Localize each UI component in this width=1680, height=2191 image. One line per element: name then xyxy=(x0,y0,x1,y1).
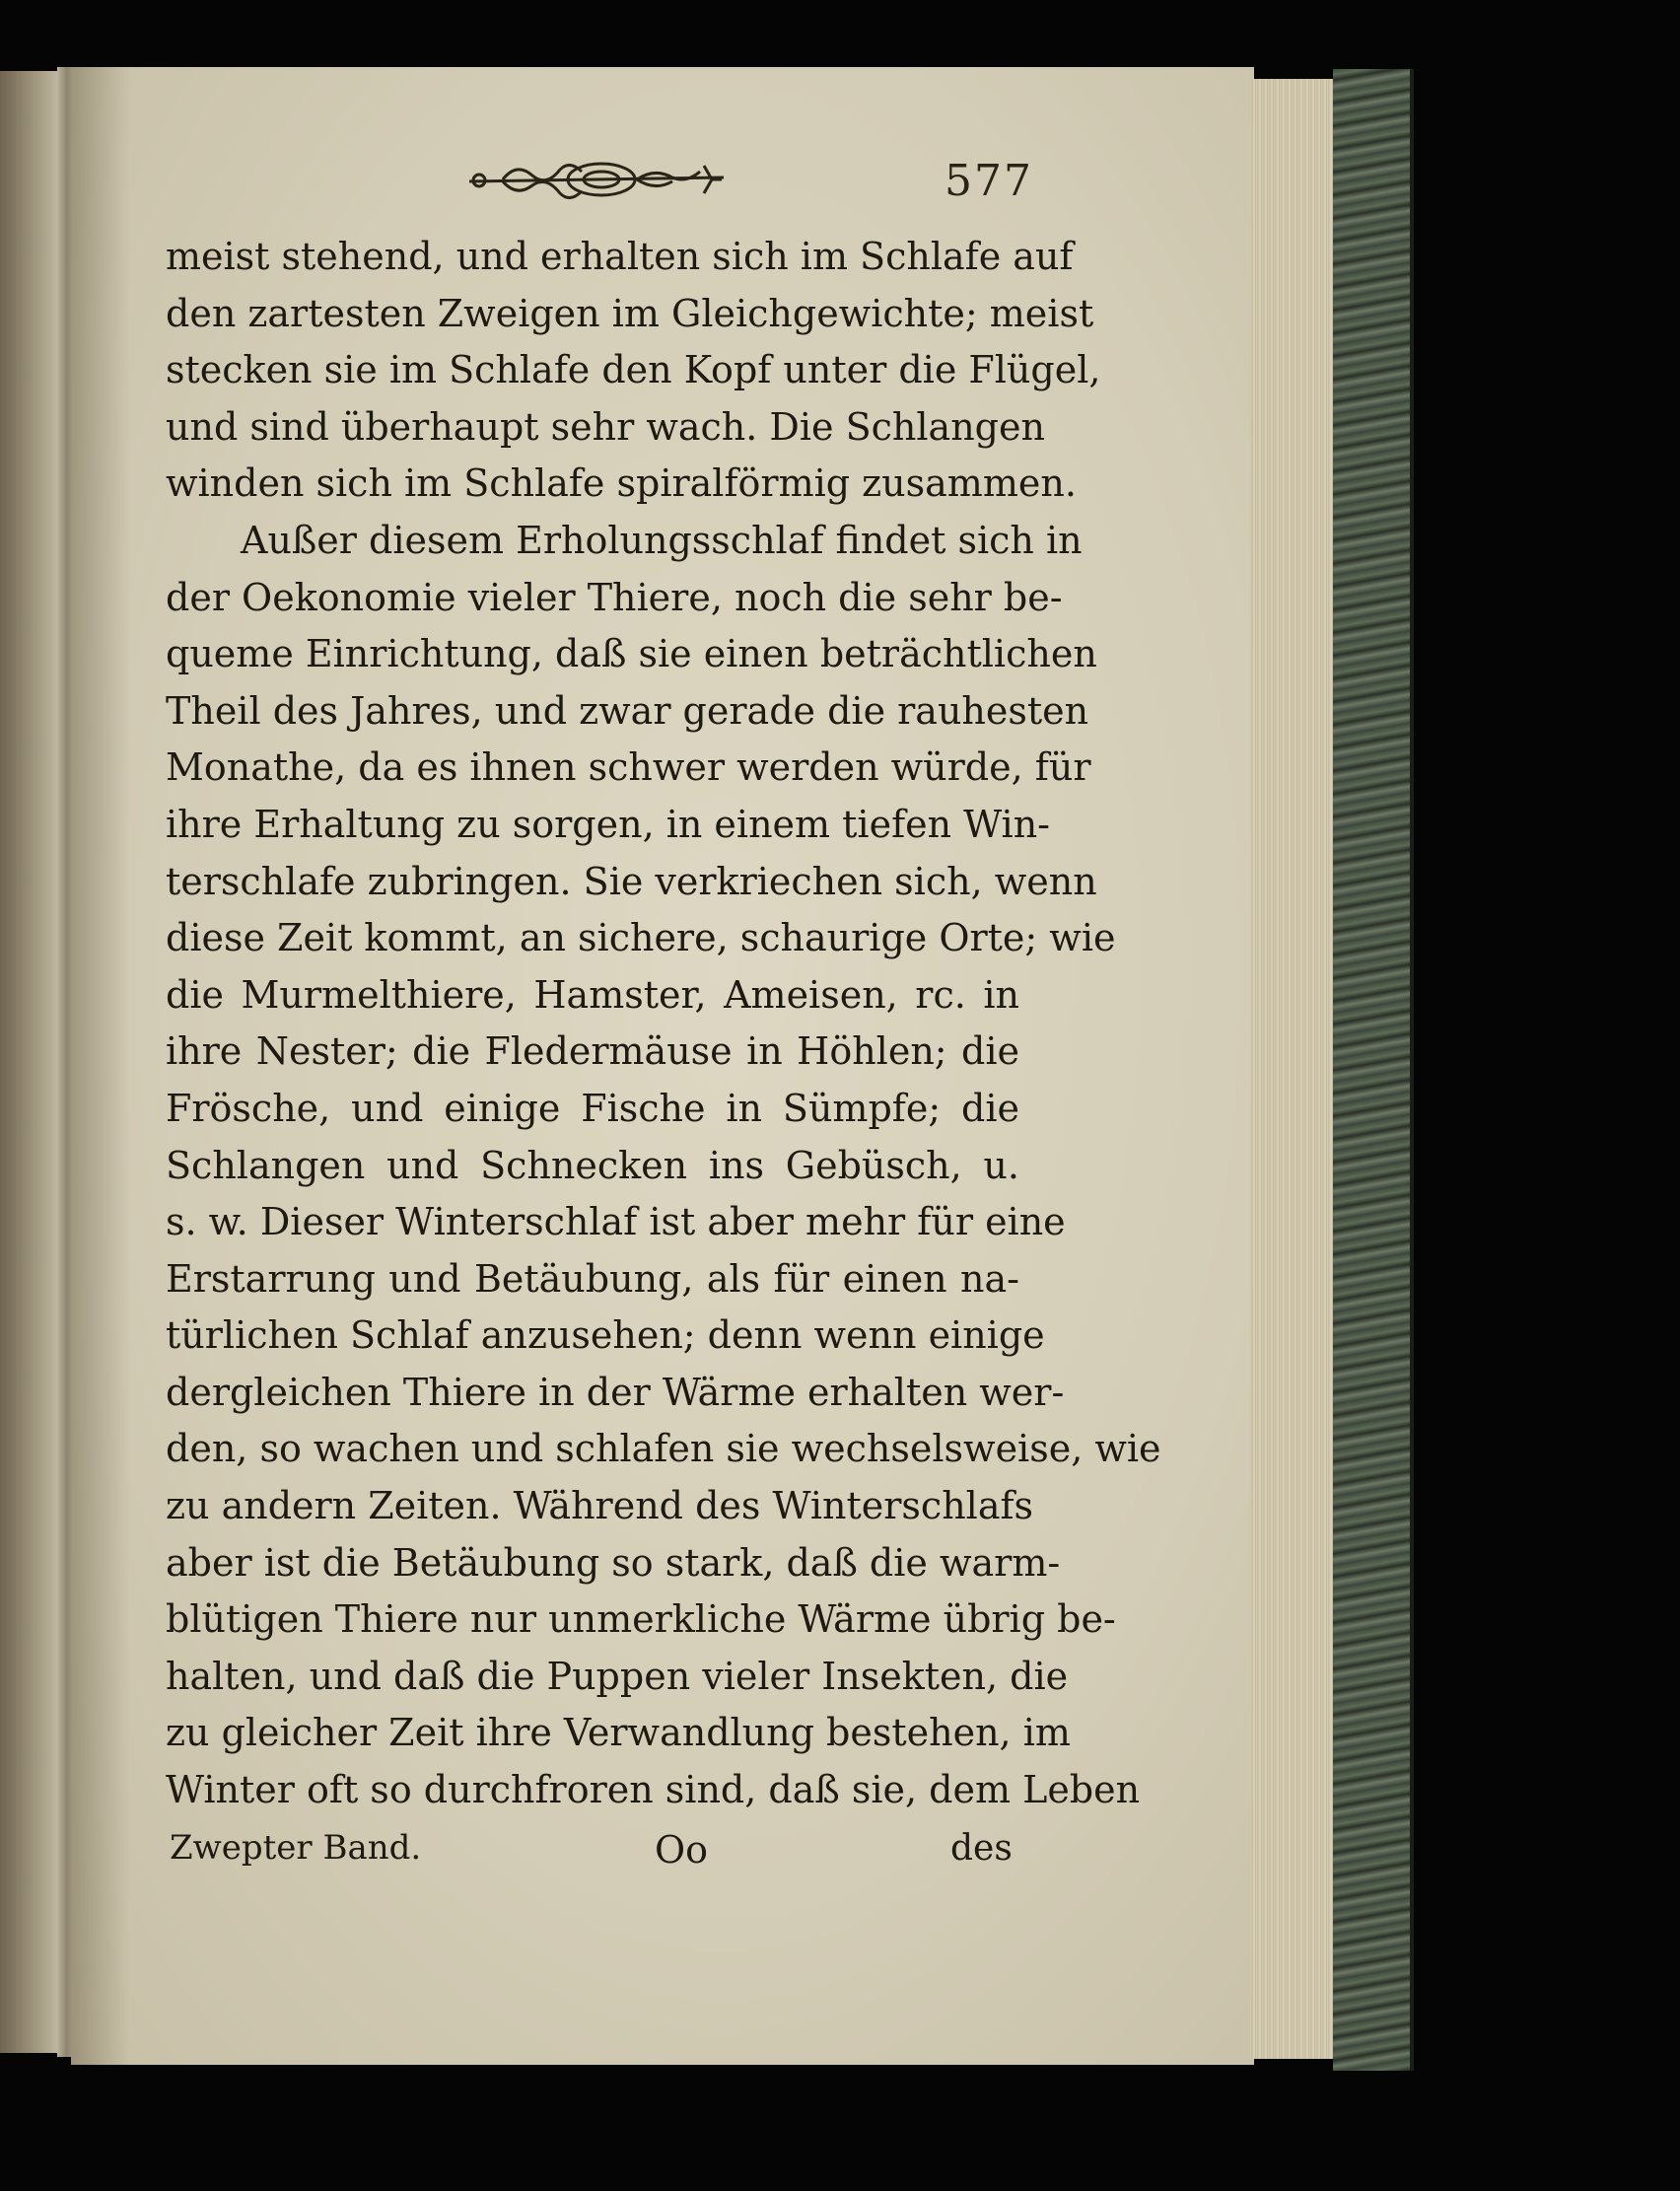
footer-catchword: des xyxy=(950,1828,1013,1869)
text-line: die Murmelthiere, Hamster, Ameisen, rc. in xyxy=(166,972,1019,1017)
text-line: den, so wachen und schlafen sie wechselsweise, wie xyxy=(166,1427,1161,1471)
page-number: 577 xyxy=(945,156,1033,206)
text-line: zu andern Zeiten. Während des Winterschlafs xyxy=(166,1484,1034,1528)
text-line: terschlafe zubringen. Sie verkriechen sich, wenn xyxy=(166,859,1097,903)
text-line: Winter oft so durchfroren sind, daß sie, dem Leben xyxy=(166,1768,1141,1812)
body-text xyxy=(166,229,1161,1819)
text-line: Außer diesem Erholungsschlaf findet sich in xyxy=(241,518,1083,562)
page-block-edges xyxy=(1250,79,1339,2059)
text-line: blütigen Thiere nur unmerkliche Wärme übrig be- xyxy=(166,1597,1116,1642)
text-line: stecken sie im Schlafe den Kopf unter die Flügel, xyxy=(166,348,1101,392)
text-line: winden sich im Schlafe spiralförmig zusammen. xyxy=(166,461,1077,506)
text-line: Erstarrung und Betäubung, als für einen na- xyxy=(166,1256,1019,1301)
text-line: dergleichen Thiere in der Wärme erhalten wer- xyxy=(166,1370,1065,1414)
text-line: queme Einrichtung, daß sie einen beträchtlichen xyxy=(166,632,1097,676)
text-line: zu gleicher Zeit ihre Verwandlung bestehen, im xyxy=(166,1711,1071,1755)
header-ornament-icon xyxy=(463,150,730,209)
text-line: der Oekonomie vieler Thiere, noch die sehr be- xyxy=(166,575,1063,619)
text-line: diese Zeit kommt, an sichere, schaurige Orte; wie xyxy=(166,916,1116,960)
text-line: halten, und daß die Puppen vieler Insekten, die xyxy=(166,1654,1069,1698)
text-line: ihre Erhaltung zu sorgen, in einem tiefen Win- xyxy=(166,802,1051,846)
text-line: Schlangen und Schnecken ins Gebüsch, u. xyxy=(166,1143,1019,1187)
text-line: und sind überhaupt sehr wach. Die Schlangen xyxy=(166,404,1045,449)
footer-signature: Zwepter Band. xyxy=(170,1828,422,1868)
text-line: türlichen Schlaf anzusehen; denn wenn einige xyxy=(166,1313,1045,1358)
text-line: den zartesten Zweigen im Gleichgewichte; meist xyxy=(166,291,1094,335)
text-line: s. w. Dieser Winterschlaf ist aber mehr für eine xyxy=(166,1200,1066,1244)
text-line: Frösche, und einige Fische in Sümpfe; die xyxy=(166,1086,1019,1130)
marbled-cover-edge xyxy=(1333,69,1414,2071)
text-line: meist stehend, und erhalten sich im Schlafe auf xyxy=(166,235,1074,278)
text-line: Monathe, da es ihnen schwer werden würde, für xyxy=(166,745,1091,790)
text-line: aber ist die Betäubung so stark, daß die warm- xyxy=(166,1540,1061,1585)
text-line: ihre Nester; die Fledermäuse in Höhlen; die xyxy=(166,1029,1019,1074)
text-line: Theil des Jahres, und zwar gerade die rauhesten xyxy=(166,688,1089,733)
footer-signature-mark: Oo xyxy=(655,1828,709,1872)
